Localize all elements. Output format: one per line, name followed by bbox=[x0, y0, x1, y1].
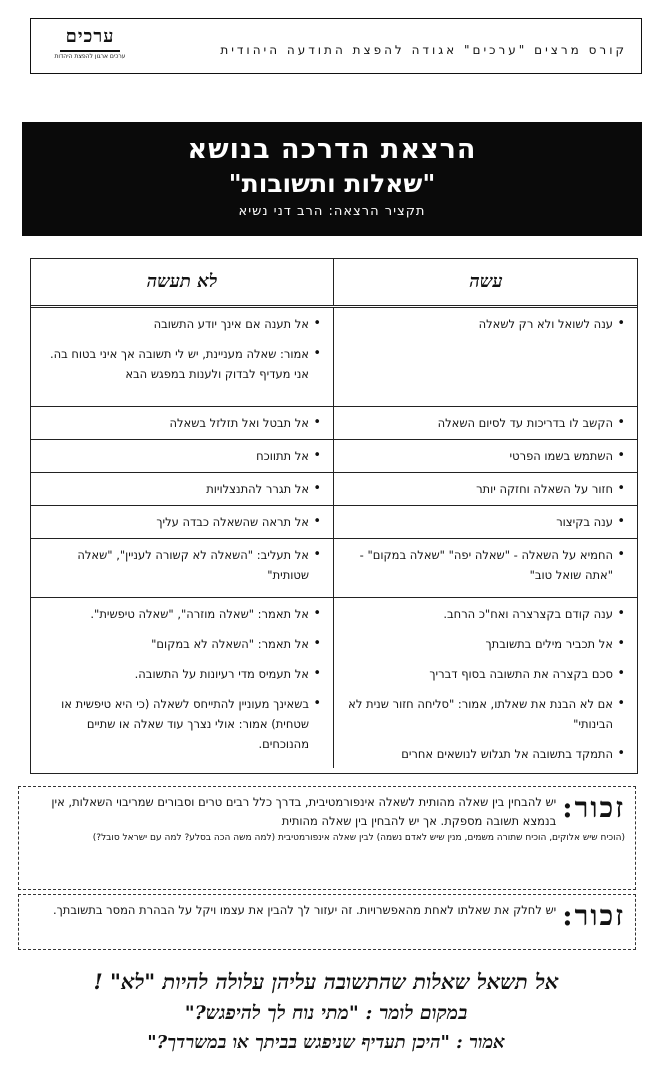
bottom-line-2: במקום לומר : "מתי נוח לך להיפגש?" bbox=[184, 1002, 468, 1024]
cell-do bbox=[335, 308, 637, 406]
do-dont-table bbox=[30, 258, 638, 774]
do-item: • ענה קודם בקצרצרה ואח"כ הרחב. bbox=[345, 604, 625, 624]
reminder-text-1: יש להבחין בין שאלה מהותית לשאלה אינפורמטיבית, בדרך כלל רבים טרים וסבורים שמריבוי השאלות, אין בנמצא תשובה מספקת. אך יש להבחין בין שאלה מהותית bbox=[51, 795, 557, 828]
cell-do bbox=[335, 539, 637, 597]
do-item: • אל תכביר מילים בתשובתך bbox=[345, 634, 625, 654]
cell-dont bbox=[31, 506, 334, 538]
do-item: • התמקד בתשובה אל תגלוש לנושאים אחרים bbox=[345, 744, 625, 764]
dont-item: • אל תאמר: "שאלה מוזרה", "שאלה טיפשית". bbox=[41, 604, 321, 624]
cell-dont bbox=[31, 308, 334, 406]
do-item: • ענה לשואל ולא רק לשאלה bbox=[345, 314, 625, 334]
do-item: • החמיא על השאלה - "שאלה יפה" "שאלה במקום" - "אתה שואל טוב" bbox=[345, 545, 625, 585]
do-item: • אם לא הבנת את שאלתו, אמור: "סליחה חזור שנית לא הבינותי" bbox=[345, 694, 625, 734]
reminder-box-1 bbox=[18, 786, 636, 890]
header-strip bbox=[30, 18, 642, 74]
do-item: • חזור על השאלה וחזקה יותר bbox=[345, 479, 625, 499]
do-item: • השתמש בשמו הפרטי bbox=[345, 446, 625, 466]
cell-dont bbox=[31, 407, 334, 439]
header-do: עשה bbox=[469, 271, 503, 292]
reminder-word-2: זכור: bbox=[562, 899, 625, 932]
header-text: קורס מרצים "ערכים" אגודה להפצת התודעה היהודית bbox=[220, 43, 627, 57]
do-item: • הקשב לו בדריכות עד לסיום השאלה bbox=[345, 413, 625, 433]
title-line-2: "שאלות ותשובות" bbox=[228, 169, 436, 198]
cell-dont bbox=[31, 440, 334, 472]
bottom-line-3: אמור : "היכן תעדיף שניפגש בביתך או במשרדך?" bbox=[147, 1032, 505, 1053]
dont-item: • אל תראה שהשאלה כבדה עליך bbox=[41, 512, 321, 532]
reminder-box-2 bbox=[18, 894, 636, 950]
do-item: • סכם בקצרה את התשובה בסוף דבריך bbox=[345, 664, 625, 684]
table-row bbox=[31, 539, 637, 598]
table-row bbox=[31, 598, 637, 768]
title-block bbox=[22, 122, 642, 236]
do-item: • ענה בקיצור bbox=[345, 512, 625, 532]
table-row bbox=[31, 473, 637, 506]
dont-item: • אל תגרר להתנצלויות bbox=[41, 479, 321, 499]
dont-item: • אמור: שאלה מעניינת, יש לי תשובה אך איני בטוח בה. אני מעדיף לבדוק ולענות במפגש הבא bbox=[41, 344, 321, 384]
table-header bbox=[31, 259, 637, 308]
reminder-word-1: זכור: bbox=[562, 791, 625, 824]
logo-word: ערכים bbox=[65, 26, 115, 47]
cell-do bbox=[335, 506, 637, 538]
bottom-line-1: אל תשאל שאלות שהתשובה עליהן עלולה להיות "לא" ! bbox=[93, 969, 559, 994]
reminder-note-1: (הוכיח שיש אלוקים, הוכיח שתורה משמים, מנין שיש לאדם נשמה) לבין שאלה אינפורמטיבית (למה משה הכה בסלע? למה עם ישראל סובל?) bbox=[92, 833, 625, 843]
cell-do bbox=[335, 473, 637, 505]
dont-item: • בשאינך מעוניין להתייחס לשאלה (כי היא טיפשית או שטחית) אמור: אולי נצרך עוד שאלה או שתיים מהנוכחים. bbox=[41, 694, 321, 754]
table-row bbox=[31, 506, 637, 539]
dont-item: • אל תענה אם אינך יודע התשובה bbox=[41, 314, 321, 334]
table-row bbox=[31, 407, 637, 440]
cell-do bbox=[335, 440, 637, 472]
table-row bbox=[31, 308, 637, 407]
bottom-quote bbox=[20, 966, 632, 1058]
cell-do bbox=[335, 598, 637, 768]
cell-do bbox=[335, 407, 637, 439]
cell-dont bbox=[31, 598, 334, 768]
logo-subtitle: ערכים ארגון להפצת היהדות bbox=[54, 53, 126, 60]
logo bbox=[47, 25, 133, 69]
dont-item: • אל תתווכח bbox=[41, 446, 321, 466]
dont-item: • אל תעמיס מדי רעיונות על התשובה. bbox=[41, 664, 321, 684]
table-row bbox=[31, 440, 637, 473]
title-line-3: תקציר הרצאה: הרב דני נשיא bbox=[238, 204, 426, 219]
dont-item: • אל תעליב: "השאלה לא קשורה לעניין", "שאלה שטותית" bbox=[41, 545, 321, 585]
cell-dont bbox=[31, 539, 334, 597]
title-line-1: הרצאת הדרכה בנושא bbox=[187, 134, 477, 165]
header-dont: לא תעשה bbox=[31, 259, 334, 305]
reminder-text-2: יש לחלק את שאלתו לאחת מהאפשרויות. זה יעזור לך להבין את עצמו ויקל על הבהרת המסר בתשובתך. bbox=[52, 903, 557, 917]
dont-item: • אל תבטל ואל תזלזל בשאלה bbox=[41, 413, 321, 433]
dont-item: • אל תאמר: "השאלה לא במקום" bbox=[41, 634, 321, 654]
cell-dont bbox=[31, 473, 334, 505]
